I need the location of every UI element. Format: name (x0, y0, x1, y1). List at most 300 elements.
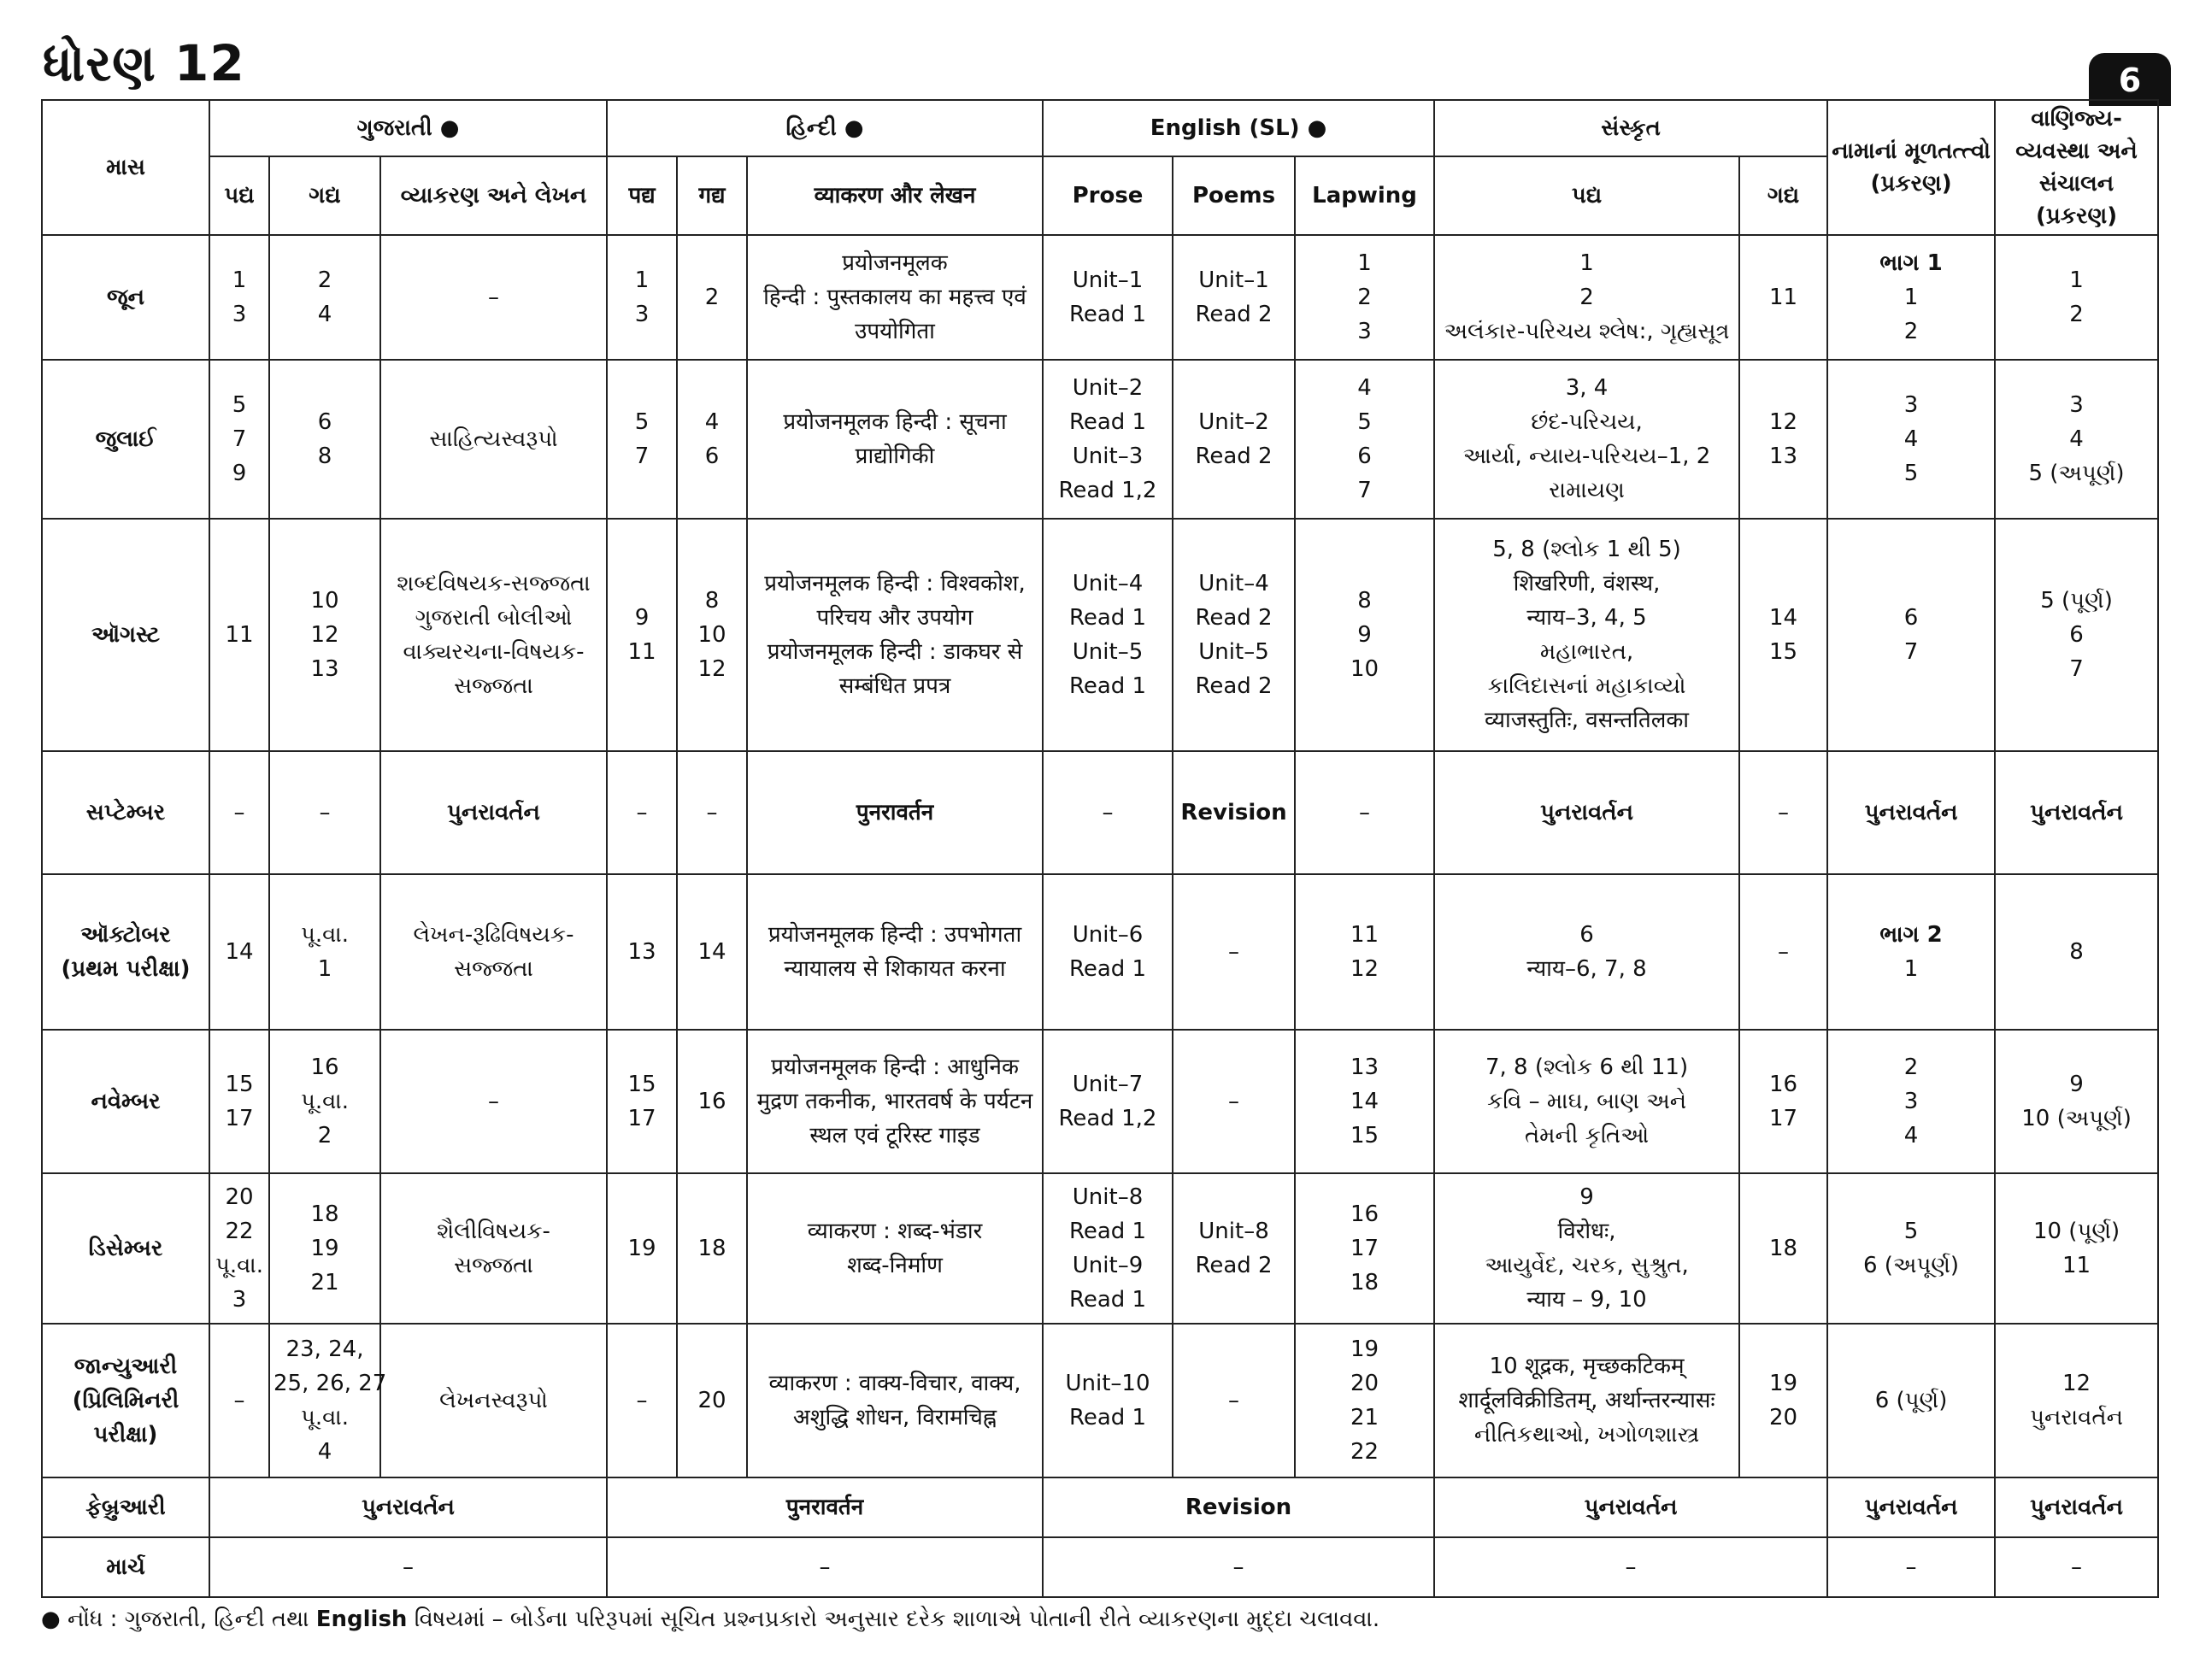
syllabus-cell (1295, 1324, 1434, 1477)
syllabus-cell (209, 1030, 269, 1173)
cell-line: પૂ.વા. (215, 1253, 263, 1278)
syllabus-cell (607, 360, 677, 519)
syllabus-cell (677, 1030, 747, 1173)
cell-line: 12 (310, 622, 339, 648)
cell-line: 15 (1350, 1123, 1379, 1148)
cell-line: 22 (225, 1219, 254, 1244)
cell-line: 3, 4 (1565, 375, 1609, 401)
syllabus-cell (1827, 519, 1995, 751)
cell-line: 6 (અપૂર્ણ) (1863, 1253, 1960, 1278)
cell-line: 5 (પૂર્ણ) (2040, 588, 2113, 614)
syllabus-cell (1434, 874, 1739, 1030)
cell-line: Read 1 (1068, 956, 1147, 982)
syllabus-cell (1043, 874, 1173, 1030)
syllabus-cell (209, 360, 269, 519)
cell-line: 7, 8 (શ્લોક 6 થી 11) (1485, 1054, 1689, 1080)
cell-line: – (233, 800, 245, 825)
month-cell (42, 1173, 209, 1324)
cell-line: 6 (704, 443, 720, 469)
syllabus-cell (1043, 1030, 1173, 1173)
cell-line: 15 (225, 1072, 254, 1097)
cell-line: 16 (697, 1089, 726, 1114)
cell-line: परिचय और उपयोग (816, 605, 973, 631)
syllabus-cell (1827, 360, 1995, 519)
syllabus-cell (747, 519, 1043, 751)
syllabus-cell (269, 519, 380, 751)
cell-line: 7 (1357, 478, 1372, 503)
cell-line: Unit–4 (1198, 571, 1269, 596)
cell-line: Unit–5 (1072, 639, 1144, 665)
syllabus-cell (1827, 874, 1995, 1030)
syllabus-cell (747, 874, 1043, 1030)
syllabus-cell (677, 360, 747, 519)
cell-line: ગુજરાતી બોલીઓ (415, 605, 573, 631)
cell-line: પુનરાવર્તન (2030, 1405, 2123, 1430)
syllabus-cell (1043, 519, 1173, 751)
cell-line: व्याकरण : शब्द-भंडार (807, 1219, 983, 1244)
cell-line: प्रयोजनमूलक हिन्दी : आधुनिक (771, 1054, 1019, 1080)
syllabus-cell (1173, 360, 1295, 519)
syllabus-cell (209, 874, 269, 1030)
syllabus-cell (380, 874, 607, 1030)
cell-line: 10 (697, 622, 726, 648)
cell-line: Unit–3 (1072, 443, 1144, 469)
cell-line: 11 (627, 639, 656, 665)
cell-line: 1 (1357, 250, 1372, 276)
syllabus-cell (1173, 751, 1295, 874)
syllabus-cell (1043, 751, 1173, 874)
cell-line: Read 2 (1195, 605, 1273, 631)
cell-line: પૂ.વા. (301, 922, 349, 948)
cell-line: 14 (1769, 605, 1798, 631)
cell-line: 8 (2069, 939, 2084, 965)
cell-line: प्रयोजनमूलक हिन्दी : डाकघर से (767, 639, 1023, 665)
syllabus-cell (1173, 1173, 1295, 1324)
cell-line: 3 (1357, 319, 1372, 344)
cell-line: 11 (1769, 285, 1798, 310)
cell-line: 2 (1903, 1054, 1919, 1080)
syllabus-cell (269, 751, 380, 874)
month-label-line: પરીક્ષા) (93, 1422, 158, 1448)
syllabus-cell (1173, 874, 1295, 1030)
cell-line: Unit–6 (1072, 922, 1144, 948)
syllabus-cell (677, 519, 747, 751)
cell-line: 1 (634, 267, 650, 293)
cell-line: – (1359, 800, 1371, 825)
syllabus-cell (1434, 235, 1739, 360)
syllabus-cell (1995, 874, 2158, 1030)
march-commerce: – (1995, 1537, 2158, 1597)
cell-line: 2 (2069, 302, 2084, 327)
cell-line: 14 (1350, 1089, 1379, 1114)
cell-line: Unit–1 (1072, 267, 1144, 293)
cell-line: 13 (310, 656, 339, 682)
cell-line: લેખન-રૂઢિવિષયક- (413, 922, 574, 948)
page-number-badge: 6 (2089, 53, 2171, 106)
cell-line: – (1228, 939, 1240, 965)
month-label-line: જુલાઈ (95, 426, 156, 452)
cell-line: પૂ.વા. (301, 1089, 349, 1114)
syllabus-cell (1827, 751, 1995, 874)
cell-line: છંદ-પરિચય, (1531, 409, 1643, 435)
syllabus-cell (1995, 360, 2158, 519)
cell-line: Read 1 (1068, 409, 1147, 435)
syllabus-cell (380, 751, 607, 874)
syllabus-cell (607, 1030, 677, 1173)
month-row (42, 874, 2158, 1030)
syllabus-cell (607, 1324, 677, 1477)
month-label-line: ઑક્ટોબર (80, 922, 171, 948)
month-row (42, 1030, 2158, 1173)
cell-line: Unit–7 (1072, 1072, 1144, 1097)
cell-line: 2 (317, 1123, 332, 1148)
cell-line: Unit–4 (1072, 571, 1144, 596)
feb-hindi: पुनरावर्तन (607, 1477, 1043, 1537)
syllabus-cell (1043, 235, 1173, 360)
syllabus-cell (747, 235, 1043, 360)
cell-line: સજ્જતા (454, 673, 533, 699)
cell-line: 5 (1357, 409, 1372, 435)
cell-line: – (1778, 939, 1790, 965)
cell-line: व्याकरण : वाक्य-विचार, वाक्य, (768, 1371, 1021, 1396)
cell-line: मुद्रण तकनीक, भारतवर्ष के पर्यटन (756, 1089, 1033, 1114)
cell-line: न्याय–3, 4, 5 (1526, 605, 1647, 631)
syllabus-cell (1739, 751, 1827, 874)
cell-line: રામાયણ (1549, 478, 1625, 503)
syllabus-cell (1827, 1324, 1995, 1477)
syllabus-cell (677, 1173, 747, 1324)
syllabus-cell (747, 1173, 1043, 1324)
cell-line: Unit–2 (1072, 375, 1144, 401)
cell-line: 4 (1357, 375, 1372, 401)
cell-line: પુનરાવર્તન (2030, 800, 2123, 825)
cell-line: 20 (1769, 1405, 1798, 1430)
march-gujarati: – (209, 1537, 607, 1597)
cell-line: 5, 8 (શ્લોક 1 થી 5) (1492, 537, 1681, 562)
month-cell (42, 360, 209, 519)
syllabus-cell (1434, 519, 1739, 751)
month-label-line: જાન્યુઆરી (74, 1354, 178, 1379)
cell-line: Unit–2 (1198, 409, 1269, 435)
subheader-poems: Poems (1173, 156, 1295, 235)
syllabus-cell (1043, 360, 1173, 519)
cell-line: 7 (634, 443, 650, 469)
cell-line: 4 (2069, 426, 2084, 452)
cell-line: पुनरावर्तन (856, 800, 934, 825)
syllabus-cell (1995, 235, 2158, 360)
cell-line: 1 (317, 956, 332, 982)
syllabus-cell (1173, 519, 1295, 751)
cell-line: 5 (1903, 461, 1919, 486)
cell-line: 2 (317, 267, 332, 293)
cell-line: विरोधः, (1557, 1219, 1616, 1244)
cell-line: 19 (1350, 1336, 1379, 1362)
feb-gujarati: પુનરાવર્તન (209, 1477, 607, 1537)
syllabus-cell (677, 751, 747, 874)
cell-line: 6 (1903, 605, 1919, 631)
cell-line: 5 (અપૂર્ણ) (2028, 461, 2125, 486)
cell-line: Unit–1 (1198, 267, 1269, 293)
cell-line: Revision (1180, 800, 1287, 825)
cell-line: न्यायालय से शिकायत करना (784, 956, 1006, 982)
syllabus-cell (677, 235, 747, 360)
cell-line: 17 (1350, 1236, 1379, 1261)
cell-line: 16 (1350, 1201, 1379, 1227)
syllabus-cell (1995, 1324, 2158, 1477)
cell-line: 7 (2069, 656, 2084, 682)
cell-line: 18 (1350, 1270, 1379, 1295)
cell-line: 15 (627, 1072, 656, 1097)
syllabus-cell (747, 360, 1043, 519)
cell-line: વાક્યરચના-વિષયક- (403, 639, 585, 665)
cell-line: 2 (1903, 319, 1919, 344)
cell-line: 14 (697, 939, 726, 965)
month-row (42, 519, 2158, 751)
header-commerce: વાણિજ્ય-વ્યવસ્થા અને સંચાલન (પ્રકરણ) (1995, 100, 2158, 235)
syllabus-cell (1995, 519, 2158, 751)
cell-line: આર્યા, ન્યાય-પરિચય–1, 2 (1462, 443, 1711, 469)
cell-line: નીતિકથાઓ, ખગોળશાસ્ત્ર (1473, 1422, 1700, 1448)
cell-line: स्थल एवं टूरिस्ट गाइड (809, 1123, 980, 1148)
syllabus-cell (380, 235, 607, 360)
cell-line: 23, 24, (285, 1336, 364, 1362)
cell-line: प्राद्योगिकी (855, 443, 935, 469)
syllabus-cell (1995, 751, 2158, 874)
cell-line: 2 (1579, 285, 1594, 310)
cell-line: 18 (1769, 1236, 1798, 1261)
syllabus-cell (209, 751, 269, 874)
cell-line: व्याजस्तुतिः, वसन्ततिलका (1485, 708, 1690, 733)
cell-line: न्याय–6, 7, 8 (1526, 956, 1647, 982)
cell-line: 14 (225, 939, 254, 965)
syllabus-cell (677, 874, 747, 1030)
cell-line: 1 (1903, 285, 1919, 310)
syllabus-cell (1043, 1173, 1173, 1324)
cell-line: Read 2 (1195, 673, 1273, 699)
syllabus-cell (1995, 1173, 2158, 1324)
month-row (42, 1324, 2158, 1477)
footnote-prefix: ● નોંધ : ગુજરાતી, હિન્દી તથા (41, 1607, 316, 1632)
cell-line: 2 (704, 285, 720, 310)
cell-line: 3 (634, 302, 650, 327)
syllabus-cell (1295, 519, 1434, 751)
syllabus-cell (380, 1173, 607, 1324)
header-gujarati: ગુજરાતી ● (209, 100, 607, 156)
month-row (42, 360, 2158, 519)
cell-line: 22 (1350, 1439, 1379, 1465)
header-accounts: નામાનાં મૂળતત્ત્વો (પ્રકરણ) (1827, 100, 1995, 235)
march-english: – (1043, 1537, 1434, 1597)
cell-line: 19 (310, 1236, 339, 1261)
cell-line: 9 (1579, 1184, 1594, 1210)
cell-line: 9 (232, 461, 247, 486)
subheader-guj-gadya: ગદ્ય (269, 156, 380, 235)
cell-line: Read 2 (1195, 1253, 1273, 1278)
month-row (42, 751, 2158, 874)
syllabus-cell (269, 1030, 380, 1173)
syllabus-cell (1739, 1030, 1827, 1173)
cell-line: પુનરાવર્તન (1864, 800, 1958, 825)
cell-line: प्रयोजनमूलक हिन्दी : विश्वकोश, (764, 571, 1026, 596)
syllabus-cell (380, 1030, 607, 1173)
cell-line: 21 (1350, 1405, 1379, 1430)
cell-line: Unit–5 (1198, 639, 1269, 665)
syllabus-cell (747, 1030, 1043, 1173)
cell-line: 8 (1357, 588, 1372, 614)
cell-line: 20 (1350, 1371, 1379, 1396)
subheader-lapwing: Lapwing (1295, 156, 1434, 235)
cell-line: – (1228, 1388, 1240, 1413)
cell-line: સજ્જતા (454, 1253, 533, 1278)
cell-line: प्रयोजनमूलक (842, 250, 948, 276)
subheader-hin-grammar: व्याकरण और लेखन (747, 156, 1043, 235)
cell-line: 12 (1769, 409, 1798, 435)
page-title: ધોરણ 12 (43, 34, 245, 92)
cell-line: Read 1 (1068, 673, 1147, 699)
syllabus-cell (1043, 1324, 1173, 1477)
month-cell (42, 874, 209, 1030)
cell-line: 20 (697, 1388, 726, 1413)
cell-line: 6 (પૂર્ણ) (1874, 1388, 1948, 1413)
cell-line: Read 1,2 (1058, 1106, 1157, 1131)
cell-line: આયુર્વેદ, ચરક, સુશ્રુત, (1485, 1253, 1689, 1278)
syllabus-cell (1739, 874, 1827, 1030)
syllabus-cell (209, 1324, 269, 1477)
cell-line: – (1778, 800, 1790, 825)
syllabus-cell (1434, 1173, 1739, 1324)
syllabus-cell (1295, 1173, 1434, 1324)
syllabus-cell (1173, 235, 1295, 360)
cell-line: 15 (1769, 639, 1798, 665)
syllabus-cell (1995, 1030, 2158, 1173)
cell-line: કાલિદાસનાં મહાકાવ્યો (1487, 673, 1686, 699)
syllabus-cell (607, 235, 677, 360)
march-sanskrit: – (1434, 1537, 1827, 1597)
syllabus-cell (269, 874, 380, 1030)
march-accounts: – (1827, 1537, 1995, 1597)
footnote-english: English (315, 1607, 408, 1632)
cell-line: 19 (627, 1236, 656, 1261)
cell-line: 4 (317, 302, 332, 327)
cell-line: – (706, 800, 718, 825)
cell-line: 11 (225, 622, 254, 648)
cell-line: Read 2 (1195, 302, 1273, 327)
cell-line: 4 (1903, 426, 1919, 452)
cell-line: 1 (2069, 267, 2084, 293)
cell-line: શબ્દવિષયક-સજ્જતા (397, 571, 591, 596)
cell-line: शिखरिणी, वंशस्थ, (1513, 571, 1661, 596)
month-label-line: (પ્રથમ પરીક્ષા) (61, 956, 191, 982)
syllabus-cell (1295, 1030, 1434, 1173)
subheader-hin-gadya: गद्य (677, 156, 747, 235)
cell-line: પુનરાવર્તન (1540, 800, 1633, 825)
subheader-guj-padya: પદ્ય (209, 156, 269, 235)
syllabus-cell (1827, 1030, 1995, 1173)
cell-line: न्याय – 9, 10 (1526, 1287, 1647, 1313)
syllabus-cell (1739, 360, 1827, 519)
cell-line: – (488, 285, 499, 310)
cell-line: प्रयोजनमूलक हिन्दी : उपभोगता (768, 922, 1022, 948)
cell-line: 3 (232, 1287, 247, 1313)
syllabus-cell (1434, 1030, 1739, 1173)
syllabus-cell (1295, 360, 1434, 519)
cell-line: 10 (1350, 656, 1379, 682)
cell-line: सम्बंधित प्रपत्र (838, 673, 951, 699)
syllabus-cell (269, 1173, 380, 1324)
cell-line: 7 (1903, 639, 1919, 665)
cell-line: 3 (232, 302, 247, 327)
cell-line: 11 (1350, 922, 1379, 948)
syllabus-cell (1434, 1324, 1739, 1477)
cell-line: 12 (1350, 956, 1379, 982)
month-label-line: (પ્રિલિમિનરી (72, 1388, 179, 1413)
cell-line: 1 (1903, 956, 1919, 982)
syllabus-cell (607, 874, 677, 1030)
header-month: માસ (42, 100, 209, 235)
cell-line: 16 (1769, 1072, 1798, 1097)
cell-line: 3 (1903, 1089, 1919, 1114)
month-row (42, 1173, 2158, 1324)
cell-line: 6 (2069, 622, 2084, 648)
cell-line: Unit–9 (1072, 1253, 1144, 1278)
cell-line: – (1102, 800, 1114, 825)
syllabus-cell (1739, 235, 1827, 360)
subheader-hin-padya: पद्य (607, 156, 677, 235)
subheader-san-gadya: ગદ્ય (1739, 156, 1827, 235)
cell-line: 4 (1903, 1123, 1919, 1148)
cell-line: 8 (704, 588, 720, 614)
cell-line: – (636, 1388, 648, 1413)
cell-line: 13 (1350, 1054, 1379, 1080)
syllabus-cell (1295, 751, 1434, 874)
month-label-line: સપ્ટેમ્બર (85, 800, 166, 825)
syllabus-cell (209, 235, 269, 360)
subheader-guj-grammar: વ્યાકરણ અને લેખન (380, 156, 607, 235)
cell-line: 5 (634, 409, 650, 435)
month-cell (42, 1030, 209, 1173)
cell-line: शार्दूलविक्रीडितम्, अर्थान्तरन्यासः (1458, 1388, 1715, 1413)
cell-line: સાહિત્યસ્વરૂપો (429, 426, 558, 452)
cell-line: 1 (1579, 250, 1594, 276)
feb-sanskrit: પુનરાવર્તન (1434, 1477, 1827, 1537)
cell-line: 13 (1769, 443, 1798, 469)
cell-line: પૂ.વા. (301, 1405, 349, 1430)
cell-line: 2 (1357, 285, 1372, 310)
syllabus-cell (1739, 519, 1827, 751)
syllabus-cell (269, 1324, 387, 1477)
month-cell (42, 519, 209, 751)
cell-line: Read 1,2 (1058, 478, 1157, 503)
cell-line: પુનરાવર્તન (447, 800, 540, 825)
cell-line: 9 (1357, 622, 1372, 648)
syllabus-cell (380, 519, 607, 751)
cell-line: 18 (310, 1201, 339, 1227)
syllabus-cell (1295, 235, 1434, 360)
cell-line: ભાગ 1 (1879, 250, 1943, 276)
cell-line: 4 (317, 1439, 332, 1465)
cell-line: સજ્જતા (454, 956, 533, 982)
cell-line: 25, 26, 27 (274, 1371, 387, 1396)
feb-accounts: પુનરાવર્તન (1827, 1477, 1995, 1537)
cell-line: 8 (317, 443, 332, 469)
footnote (41, 1607, 1379, 1633)
cell-line: प्रयोजनमूलक हिन्दी : सूचना (783, 409, 1007, 435)
cell-line: उपयोगिता (855, 319, 935, 344)
cell-line: કવિ – માઘ, બાણ અને (1486, 1089, 1687, 1114)
subheader-san-padya: પદ્ય (1434, 156, 1739, 235)
month-label-line: નવેમ્બર (91, 1089, 161, 1114)
cell-line: 18 (697, 1236, 726, 1261)
